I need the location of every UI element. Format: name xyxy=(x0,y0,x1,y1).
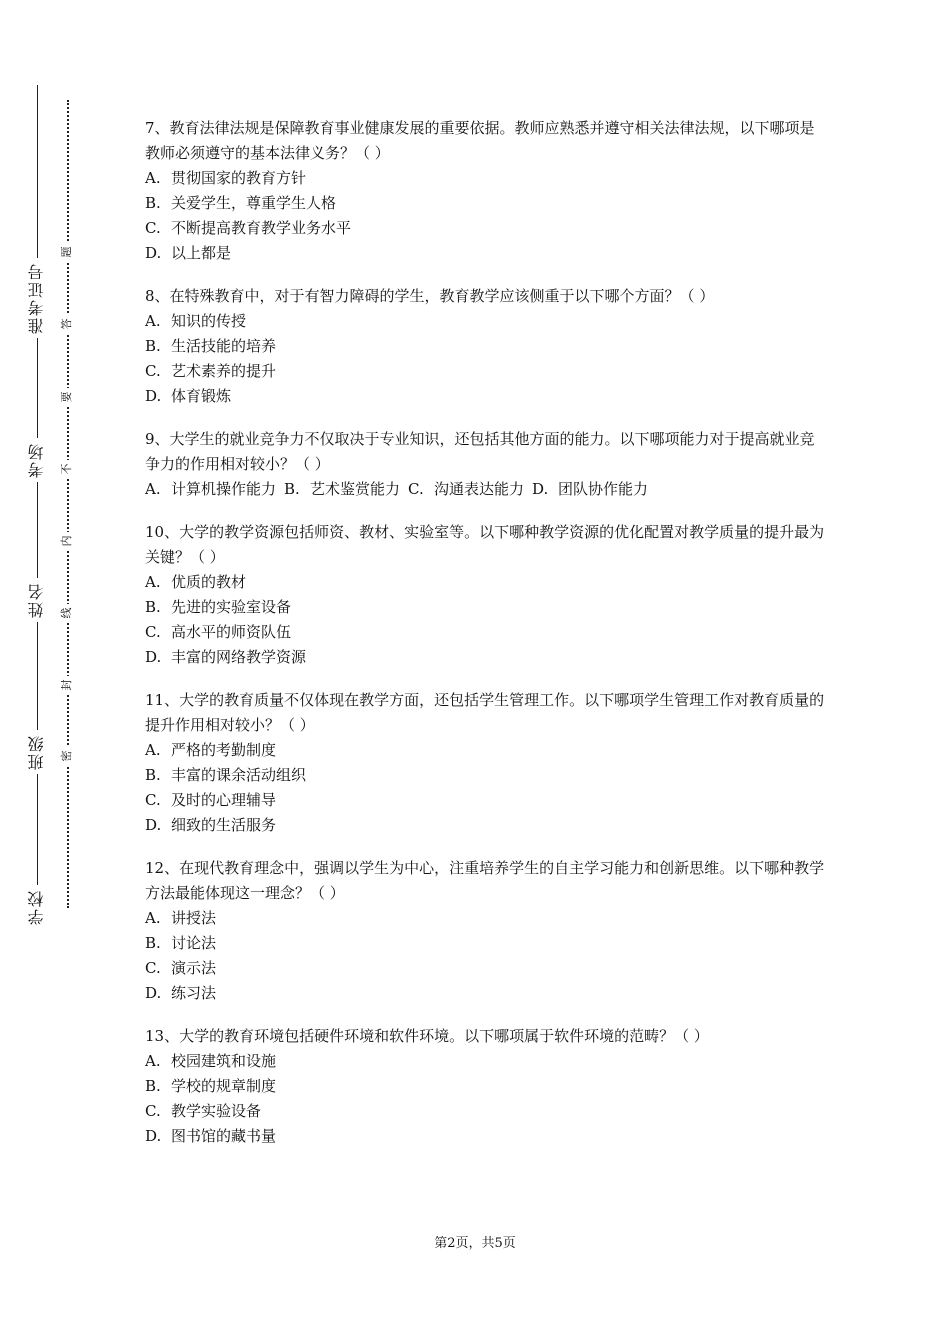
binding-margin xyxy=(0,0,110,1344)
option-b: B. 丰富的课余活动组织 xyxy=(145,766,307,784)
seal-char: 要 xyxy=(58,388,76,406)
label-exam-number: 准考证号 xyxy=(22,258,52,338)
option-d: D. 练习法 xyxy=(145,984,217,1002)
binding-solid-line xyxy=(37,85,38,925)
option-b: B. 学校的规章制度 xyxy=(145,1077,277,1095)
option-d: D. 团队协作能力 xyxy=(532,480,649,498)
question-11 xyxy=(145,688,825,838)
seal-char: 封 xyxy=(58,676,76,694)
question-12 xyxy=(145,856,825,1006)
option-c: C. 及时的心理辅导 xyxy=(145,791,277,809)
option-a: A. 优质的教材 xyxy=(145,573,247,591)
option-b: B. 生活技能的培养 xyxy=(145,337,277,355)
seal-char: 答 xyxy=(58,315,76,333)
question-stem: 8、在特殊教育中，对于有智力障碍的学生，教育教学应该侧重于以下哪个方面？（ ） xyxy=(145,287,715,305)
label-exam-room: 考场 xyxy=(22,438,52,482)
question-8 xyxy=(145,284,825,409)
option-a: A. 知识的传授 xyxy=(145,312,247,330)
seal-char: 题 xyxy=(58,243,76,261)
seal-char: 线 xyxy=(58,604,76,622)
option-b: B. 艺术鉴赏能力 xyxy=(284,480,401,498)
seal-char: 内 xyxy=(58,532,76,550)
option-c: C. 演示法 xyxy=(145,959,217,977)
option-a: A. 严格的考勤制度 xyxy=(145,741,277,759)
option-c: C. 艺术素养的提升 xyxy=(145,362,277,380)
option-d: D. 丰富的网络教学资源 xyxy=(145,648,307,666)
question-stem: 10、大学的教学资源包括师资、教材、实验室等。以下哪种教学资源的优化配置对教学质量的提升最为关键？（ ） xyxy=(145,523,825,566)
inline-options xyxy=(145,477,825,502)
question-13 xyxy=(145,1024,825,1149)
option-d: D. 图书馆的藏书量 xyxy=(145,1127,277,1145)
option-a: A. 贯彻国家的教育方针 xyxy=(145,169,307,187)
question-10 xyxy=(145,520,825,670)
option-b: B. 关爱学生，尊重学生人格 xyxy=(145,194,337,212)
option-c: C. 高水平的师资队伍 xyxy=(145,623,292,641)
seal-dotted-line xyxy=(67,100,69,908)
question-stem: 7、教育法律法规是保障教育事业健康发展的重要依据。教师应熟悉并遵守相关法律法规，以下哪项是教师必须遵守的基本法律义务？（ ） xyxy=(145,119,815,162)
option-c: C. 不断提高教育教学业务水平 xyxy=(145,219,352,237)
option-a: A. 计算机操作能力 xyxy=(145,480,277,498)
question-list xyxy=(145,116,825,1167)
option-c: C. 教学实验设备 xyxy=(145,1102,262,1120)
question-stem: 11、大学的教育质量不仅体现在教学方面，还包括学生管理工作。以下哪项学生管理工作对教育质量的提升作用相对较小？（ ） xyxy=(145,691,825,734)
question-7 xyxy=(145,116,825,266)
option-d: D. 体育锻炼 xyxy=(145,387,232,405)
seal-char: 密 xyxy=(58,747,76,765)
option-d: D. 细致的生活服务 xyxy=(145,816,277,834)
question-stem: 12、在现代教育理念中，强调以学生为中心，注重培养学生的自主学习能力和创新思维。以下哪种教学方法最能体现这一理念？（ ） xyxy=(145,859,825,902)
question-stem: 13、大学的教育环境包括硬件环境和软件环境。以下哪项属于软件环境的范畴？（ ） xyxy=(145,1027,709,1045)
question-9 xyxy=(145,427,825,502)
label-class: 班级 xyxy=(22,730,52,774)
option-d: D. 以上都是 xyxy=(145,244,232,262)
question-stem: 9、大学生的就业竞争力不仅取决于专业知识，还包括其他方面的能力。以下哪项能力对于提高就业竞争力的作用相对较小？（ ） xyxy=(145,430,815,473)
option-a: A. 校园建筑和设施 xyxy=(145,1052,277,1070)
option-b: B. 讨论法 xyxy=(145,934,217,952)
label-school: 学校 xyxy=(22,885,52,929)
option-c: C. 沟通表达能力 xyxy=(408,480,525,498)
seal-char: 不 xyxy=(58,460,76,478)
option-a: A. 讲授法 xyxy=(145,909,217,927)
page-number-footer: 第2页，共5页 xyxy=(434,1236,516,1251)
label-name: 姓名 xyxy=(22,578,52,622)
option-b: B. 先进的实验室设备 xyxy=(145,598,292,616)
